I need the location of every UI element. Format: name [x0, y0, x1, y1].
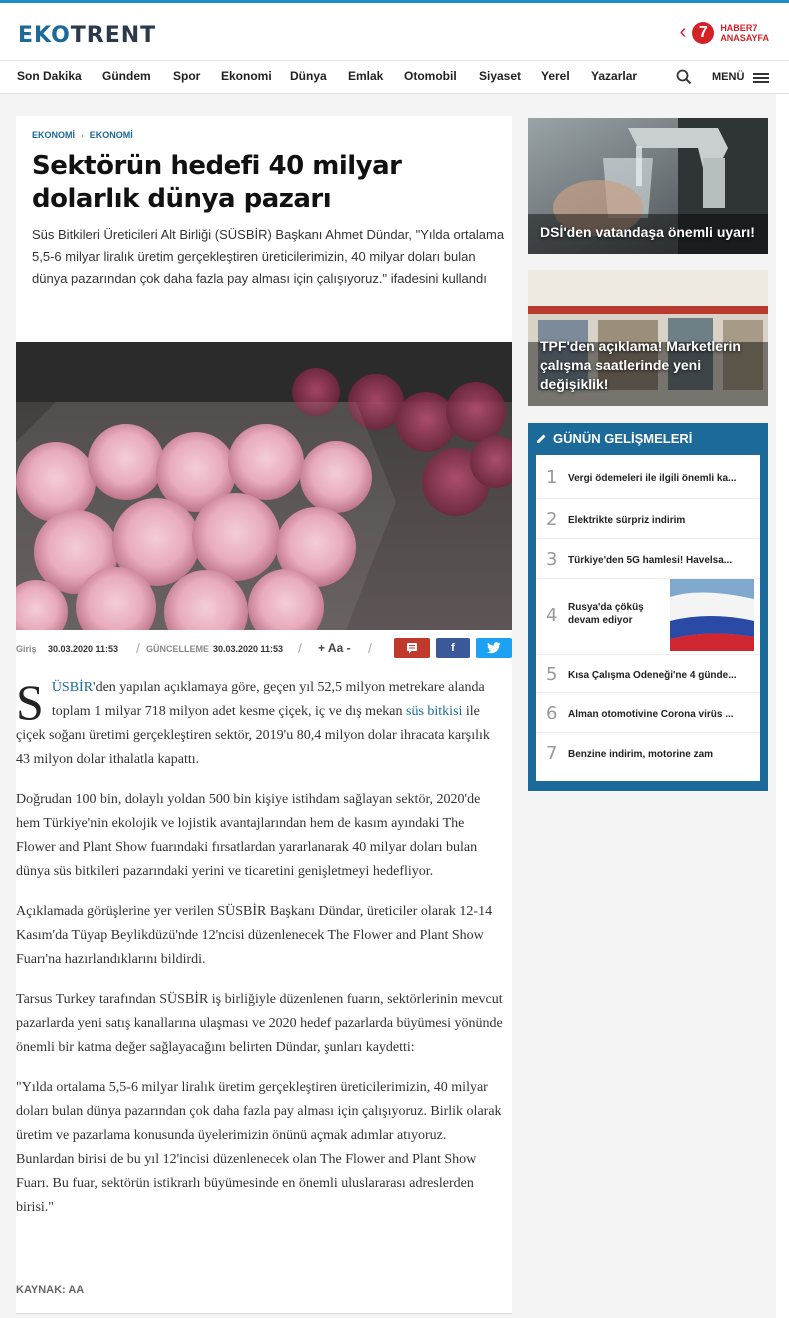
haber7-line1: HABER7 — [720, 22, 758, 33]
facebook-share-button[interactable] — [436, 638, 470, 658]
divider: / — [368, 640, 372, 656]
divider: / — [136, 640, 140, 656]
list-item-number: 2 — [546, 509, 558, 530]
facebook-icon: f — [451, 642, 455, 654]
list-item-title: Rusya'da çöküş devam ediyor — [568, 602, 644, 626]
daily-developments-widget — [528, 423, 768, 791]
list-item-title: Vergi ödemeleri ile ilgili önemli ka... — [568, 473, 737, 484]
published-label: Giriş — [16, 644, 37, 654]
divider — [16, 1313, 512, 1314]
article-paragraph: Açıklamada görüşlerine yer verilen SÜSBİR Başkanı Dündar, üreticiler olarak 12-14 Kasım'da Tüyap Beylikdüzü'nde 12'ncisi düzenlenecek The Flower and Plant Show Fuarı'na hazırlandıklarını bildirdi. — [16, 904, 493, 967]
ekotrent-logo[interactable] — [18, 23, 156, 48]
article-body — [16, 676, 506, 1236]
article-quote: "Yılda ortalama 5,5-6 milyar liralık üretim gerçekleştiren üreticilerimizin, 40 milyar doları bulan dünya pazarından çok daha fazla pay alması için çalışıyoruz. Birlik olarak üretim ve pazarlama konusunda üyelerimizin önünü açmak adımlar atıyoruz. Bunlardan birisi de bu yıl 12'incisi düzenlenecek olan The Flower and Plant Show Fuarı. Bu fuar, sektörün istikrarlı büyümesinde en önemli uluslararası adreslerden birisi." — [16, 1080, 502, 1215]
list-item-title: Alman otomotivine Corona virüs ... — [568, 709, 734, 720]
sidebar-news-card[interactable] — [528, 270, 768, 406]
menu-button[interactable]: MENÜ — [712, 71, 745, 83]
list-item-title: Kısa Çalışma Ödeneği'ne 4 günde... — [568, 670, 737, 681]
sidebar-news-card[interactable] — [528, 118, 768, 254]
widget-title-text: GÜNÜN GELİŞMELERİ — [553, 431, 693, 446]
twitter-icon — [487, 642, 501, 654]
article-source: KAYNAK: AA — [16, 1284, 85, 1296]
dropcap: S — [16, 674, 44, 730]
news-card-title: TPF'den açıklama! Marketlerin çalışma saatlerinde yeni değişiklik! — [540, 338, 741, 392]
paragraph-text: 'den yapılan açıklamaya göre, geçen yıl 52,5 milyon metrekare alanda toplam 1 milyar 718 milyon adet kesme çiçek, iç ve dış mekan — [51, 680, 485, 719]
article-meta — [16, 636, 512, 662]
haber7-label — [720, 23, 769, 43]
nav-item-dunya[interactable]: Dünya — [290, 69, 327, 83]
article-paragraph — [16, 676, 506, 772]
nav-item-gundem[interactable]: Gündem — [102, 69, 151, 83]
main-nav — [0, 60, 789, 94]
nav-item-yerel[interactable]: Yerel — [541, 69, 570, 83]
list-item-number: 7 — [546, 743, 558, 764]
article-paragraph: Doğrudan 100 bin, dolaylı yoldan 500 bin kişiye istihdam sağlayan sektör, 2020'de hem Türkiye'nin ekolojik ve lojistik avantajlarından hem de kasım ayındaki The Flower and Plant Show fuarındaki fırsatlardan yararlanarak 40 milyar doları bulan dünya süs bitkileri pazarındaki yerini ve ticaretini genişletmeyi hedefliyor. — [16, 792, 481, 879]
susbir-link[interactable]: ÜSBİR — [51, 680, 94, 695]
haber7-logo-icon: 7 — [692, 22, 714, 44]
pencil-icon — [536, 433, 547, 444]
list-item[interactable] — [536, 455, 760, 499]
russia-flag-thumbnail — [670, 579, 754, 651]
list-item[interactable] — [536, 733, 760, 773]
chevron-right-icon: › — [81, 130, 84, 140]
comment-icon — [406, 642, 418, 654]
list-item[interactable] — [536, 655, 760, 693]
search-icon[interactable] — [676, 69, 692, 85]
page-gutter — [776, 94, 789, 1318]
developments-list — [536, 455, 760, 781]
article-paragraph: Tarsus Turkey tarafından SÜSBİR iş birliğiyle düzenlenen fuarın, sektörlerinin mevcut pazarlarda yeni satış kanallarına ulaşması ve 2020 hedef pazarlarda büyümesi yönünde önemli bir katma değer sağlayacağını belirten Dündar, şunları kaydetti: — [16, 992, 503, 1055]
breadcrumb — [32, 130, 133, 140]
breadcrumb-item[interactable]: EKONOMİ — [89, 130, 133, 140]
nav-item-emlak[interactable]: Emlak — [348, 69, 384, 83]
logo-part1: EKO — [18, 23, 71, 48]
paragraph-text: ile çiçek soğanı üretimi gerçekleştiren sektör, 2019'u 80,4 milyon dolar ihracata karşılık 43 milyon dolar ithalatla kapattı. — [16, 704, 490, 767]
sus-bitkisi-link[interactable]: süs bitkisi — [406, 704, 463, 719]
list-item-title: Türkiye'den 5G hamlesi! Havelsa... — [568, 555, 733, 566]
list-item-number: 1 — [546, 467, 558, 488]
widget-title — [536, 431, 692, 446]
list-item[interactable] — [536, 693, 760, 733]
updated-label: GÜNCELLEME — [146, 644, 209, 654]
list-item-number: 5 — [546, 664, 558, 685]
news-card-title: DSİ'den vatandaşa önemli uyarı! — [540, 224, 755, 240]
logo-part2: TRENT — [70, 23, 157, 48]
list-item-title: Elektrikte sürpriz indirim — [568, 515, 686, 526]
font-size-control[interactable]: + Aa - — [318, 641, 351, 655]
chevron-left-icon: ‹ — [679, 21, 687, 43]
divider: / — [298, 640, 302, 656]
published-date: 30.03.2020 11:53 — [48, 644, 119, 654]
article-summary: Süs Bitkileri Üreticileri Alt Birliği (SÜSBİR) Başkanı Ahmet Dündar, "Yılda ortalama 5,5-6 milyar liralık üretim gerçekleştiren üreticilerimizin, 40 milyar doları bulan dünya pazarından çok daha fazla pay alması için çalışıyoruz." ifadesini kullandı — [32, 227, 505, 286]
list-item[interactable] — [536, 579, 760, 655]
article-title: Sektörün hedefi 40 milyar dolarlık dünya pazarı — [32, 151, 402, 214]
list-item[interactable] — [536, 539, 760, 579]
breadcrumb-item[interactable]: EKONOMİ — [32, 130, 76, 140]
comment-button[interactable] — [394, 638, 430, 658]
nav-item-yazarlar[interactable]: Yazarlar — [591, 69, 638, 83]
site-header — [0, 0, 789, 60]
list-item-title: Benzine indirim, motorine zam — [568, 749, 714, 760]
nav-item-siyaset[interactable]: Siyaset — [479, 69, 522, 83]
nav-item-son-dakika[interactable]: Son Dakika — [17, 69, 82, 83]
nav-item-spor[interactable]: Spor — [173, 69, 201, 83]
nav-item-ekonomi[interactable]: Ekonomi — [221, 69, 272, 83]
nav-item-otomobil[interactable]: Otomobil — [404, 69, 457, 83]
list-item-number: 3 — [546, 549, 558, 570]
twitter-share-button[interactable] — [476, 638, 512, 658]
list-item-number: 6 — [546, 703, 558, 724]
haber7-home-link[interactable] — [680, 21, 769, 44]
article-hero-image — [16, 342, 512, 630]
list-item-number: 4 — [546, 605, 558, 626]
list-item[interactable] — [536, 499, 760, 539]
haber7-line2: ANASAYFA — [720, 32, 769, 43]
hamburger-icon[interactable] — [753, 73, 769, 83]
updated-date: 30.03.2020 11:53 — [213, 644, 284, 654]
